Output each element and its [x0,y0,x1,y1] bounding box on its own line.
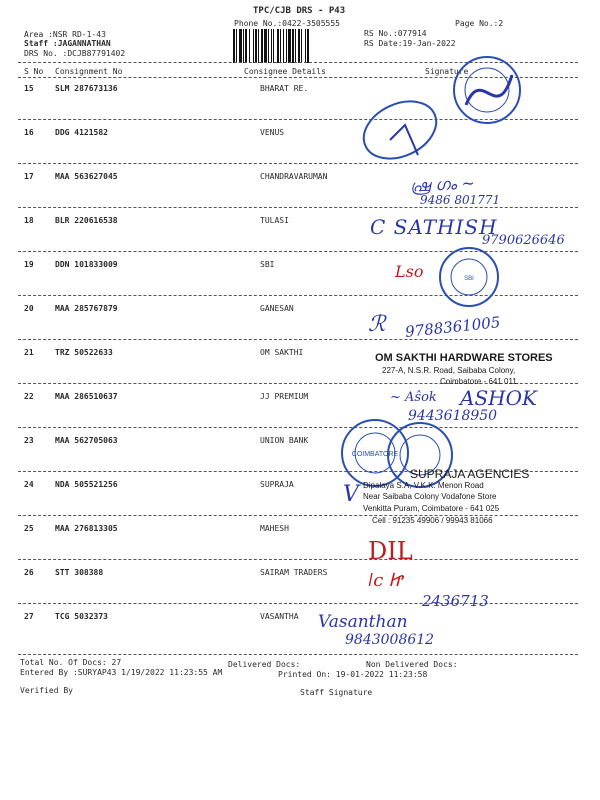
row-sno: 19 [24,260,34,269]
row-divider [18,207,578,208]
row-consignment-no: TRZ 50522633 [55,348,113,357]
handwritten-phone-row17: 9486 801771 [420,193,501,207]
row-consignment-no: STT 308388 [55,568,104,577]
row-sno: 25 [24,524,34,533]
stamp-supraja-phone: Cell : 91235 49906 / 99943 81066 [372,516,493,525]
handwritten-name-row22: ASHOK [460,386,537,410]
table-row [0,612,600,656]
barcode-bar [271,29,272,63]
row-consignment-no: MAA 285767879 [55,304,118,313]
barcode-bar [273,29,274,63]
row-consignment-no: MAA 276813305 [55,524,118,533]
staff-signature: Staff Signature [300,688,373,697]
non-delivered-docs: Non Delivered Docs: [366,660,458,669]
row-consignee-name: OM SAKTHI [260,348,304,357]
barcode-bar [280,29,281,63]
handwritten-phone-row20: 9788361005 [404,313,502,341]
barcode-bar [305,29,306,63]
row-sno: 22 [24,392,34,401]
row-sno: 26 [24,568,34,577]
barcode-bar [277,29,279,63]
barcode-bar [307,29,309,63]
rs-number: RS No.:077914 [364,29,427,38]
row-consignee-name: TULASI [260,216,289,225]
table-row [0,568,600,612]
row-divider [18,163,578,164]
col-signature: Signature [425,67,469,76]
stamp-om-sakthi-address1: 227-A, N.S.R. Road, Saibaba Colony, [382,366,516,375]
table-row [0,304,600,348]
barcode-bar [286,29,287,63]
barcode-bar [288,29,291,63]
row-consignment-no: NDA 505521256 [55,480,118,489]
row-divider [18,427,578,428]
row-consignment-no: SLM 287673136 [55,84,118,93]
stamp-om-sakthi-name: OM SAKTHI HARDWARE STORES [375,352,553,364]
row-consignee-name: UNION BANK [260,436,309,445]
row-consignee-name: SAIRAM TRADERS [260,568,328,577]
barcode-bar [255,29,257,63]
stamp-supraja-address1: Dipalaya S.A, V.K.K. Menon Road [363,481,484,490]
row-divider [18,339,578,340]
row-consignment-no: MAA 286510637 [55,392,118,401]
row-consignment-no: DDN 101833009 [55,260,118,269]
stamp-om-sakthi-address2: Coimbatore - 641 011. [440,377,520,386]
barcode-bar [239,29,242,63]
barcode-bar [264,29,267,63]
row-sno: 16 [24,128,34,137]
delivered-docs: Delivered Docs: [228,660,301,669]
col-consignee: Consignee Details [244,67,326,76]
doc-title: TPC/CJB DRS - P43 [253,6,346,16]
handwritten-number-row26: 2436713 [422,592,489,610]
table-row [0,480,600,524]
handwritten-phone-row22: 9443618950 [408,408,498,424]
round-seal-stamp-top [452,55,522,125]
barcode-bar [236,29,237,63]
red-signature-row26: ǀc Ꮵ [368,570,403,591]
row-consignment-no: MAA 563627045 [55,172,118,181]
handwritten-phone-row27: 9843008612 [345,632,435,648]
row-consignment-no: BLR 220616538 [55,216,118,225]
stamp-supraja-address3: Venkitta Puram, Coimbatore - 641 025 [363,504,500,513]
printed-on: Printed On: 19-01-2022 11:23:58 [278,670,428,679]
barcode-bar [243,29,244,63]
row-sno: 23 [24,436,34,445]
svg-text:COIMBATORE: COIMBATORE [351,451,399,458]
row-consignment-no: TCG 5032373 [55,612,108,621]
handwritten-name-row18: C SATHISH [370,215,498,239]
stamp-supraja-address2: Near Saibaba Colony Vodafone Store [363,492,497,501]
row-consignee-name: JJ PREMIUM [260,392,309,401]
barcode-bar [261,29,263,63]
table-row [0,128,600,172]
row-sno: 15 [24,84,34,93]
handwritten-signature-row17: ഷ്ര ഗം ~ [409,173,476,196]
total-docs: Total No. Of Docs: 27 [20,658,122,667]
drs-number: DRS No. :DCJB87791402 [24,49,126,58]
col-sno: S No [24,67,44,76]
handwritten-signature-row24: V [343,482,359,507]
barcode-bar [292,29,294,63]
row-consignee-name: VENUS [260,128,285,137]
red-handwritten-row25: DIL [368,537,413,565]
row-sno: 27 [24,612,34,621]
row-consignment-no: MAA 562705063 [55,436,118,445]
red-signature-row19: Lso [395,262,424,281]
barcode-bar [233,29,235,63]
row-consignee-name: BHARAT RE. [260,84,309,93]
staff-name: Staff :JAGANNATHAN [24,39,111,48]
barcode-bar [301,29,302,63]
row-divider [18,559,578,560]
entered-by: Entered By :SURYAP43 1/19/2022 11:23:55 AM [20,668,223,677]
row-consignee-name: CHANDRAVARUMAN [260,172,328,181]
table-row [0,172,600,216]
stamp-supraja-name: SUPRAJA AGENCIES [410,467,530,481]
verified-by: Verified By [20,686,73,695]
row-sno: 17 [24,172,34,181]
row-consignment-no: DDG 4121582 [55,128,108,137]
col-consignment: Consignment No [55,67,123,76]
barcode-bar [253,29,254,63]
row-consignee-name: MAHESH [260,524,289,533]
row-consignee-name: VASANTHA [260,612,299,621]
row-consignee-name: SUPRAJA [260,480,294,489]
row-sno: 20 [24,304,34,313]
barcode-bar [249,29,250,63]
barcode-bar [245,29,247,63]
phone-number: Phone No.:0422-3505555 [234,19,340,28]
row-sno: 24 [24,480,34,489]
area-code: Area :NSR RD-1-43 [24,30,106,39]
table-row [0,524,600,568]
row-divider [18,603,578,604]
page-number: Page No.:2 [455,19,504,28]
row-consignee-name: SBI [260,260,275,269]
handwritten-signature-row22: ~ Aŝok [390,390,437,405]
barcode [233,29,360,63]
barcode-bar [258,29,259,63]
barcode-bar [295,29,296,63]
row-consignee-name: GANESAN [260,304,294,313]
handwritten-signature-row27: Vasanthan [318,612,408,632]
row-divider [18,515,578,516]
svg-text:SBI: SBI [464,276,474,282]
row-sno: 18 [24,216,34,225]
rule-footer [18,654,578,655]
row-sno: 21 [24,348,34,357]
barcode-bar [298,29,300,63]
rs-date: RS Date:19-Jan-2022 [364,39,456,48]
oval-seal-stamp [360,100,440,160]
barcode-bar [268,29,269,63]
handwritten-phone-row18: 9790626646 [482,233,565,248]
barcode-bar [283,29,284,63]
table-row [0,260,600,304]
bank-seal-stamp-sbi [438,246,500,308]
handwritten-signature-row20: ℛ [368,312,386,337]
